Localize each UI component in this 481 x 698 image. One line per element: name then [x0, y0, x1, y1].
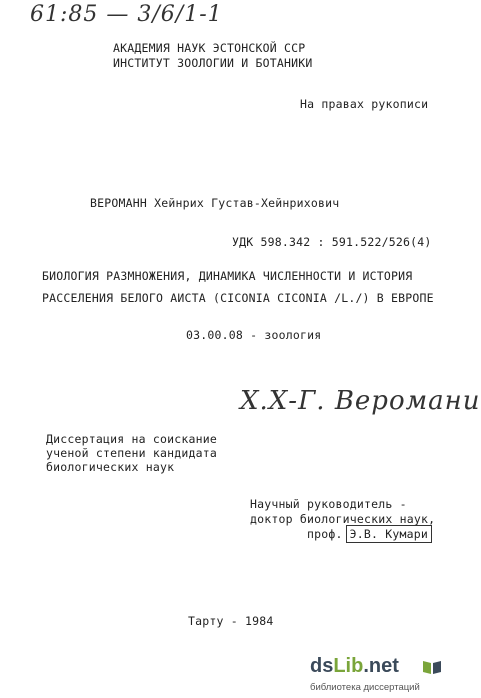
supervisor-title-prefix: проф.	[307, 527, 343, 541]
manuscript-rights: На правах рукописи	[300, 97, 429, 111]
supervisor-line-3	[307, 527, 432, 541]
watermark-subtitle: библиотека диссертаций	[310, 682, 420, 693]
supervisor-line-1: Научный руководитель -	[250, 497, 407, 511]
academy-heading: АКАДЕМИЯ НАУК ЭСТОНСКОЙ ССР	[113, 41, 306, 55]
dissertation-note-line-1: Диссертация на соискание	[46, 432, 217, 446]
author-signature: Х.Х-Г. Веромани	[240, 386, 481, 416]
institute-heading: ИНСТИТУТ ЗООЛОГИИ И БОТАНИКИ	[113, 56, 313, 70]
author-name: ВЕРОМАНН Хейнрих Густав-Хейнрихович	[90, 196, 340, 210]
archive-handwritten-mark: 61:85 — 3/6/1-1	[30, 2, 223, 27]
udc-code: УДК 598.342 : 591.522/526(4)	[232, 235, 432, 249]
supervisor-line-2: доктор биологических наук,	[250, 512, 436, 526]
city-year: Тарту - 1984	[188, 614, 274, 628]
specialty-code: 03.00.08 - зоология	[186, 328, 322, 342]
dissertation-note-line-3: биологических наук	[46, 460, 175, 474]
book-icon	[422, 659, 442, 675]
dissertation-title-line-2: РАССЕЛЕНИЯ БЕЛОГО АИСТА (CICONIA CICONIA /L./) В ЕВРОПЕ	[42, 291, 434, 305]
dissertation-title-line-1: БИОЛОГИЯ РАЗМНОЖЕНИЯ, ДИНАМИКА ЧИСЛЕННОСТИ И ИСТОРИЯ	[42, 269, 413, 283]
dslib-watermark	[310, 655, 446, 695]
watermark-logo-text: dsLib.net	[310, 655, 399, 677]
dissertation-note-line-2: ученой степени кандидата	[46, 446, 217, 460]
supervisor-name: Э.В. Кумари	[346, 525, 432, 543]
